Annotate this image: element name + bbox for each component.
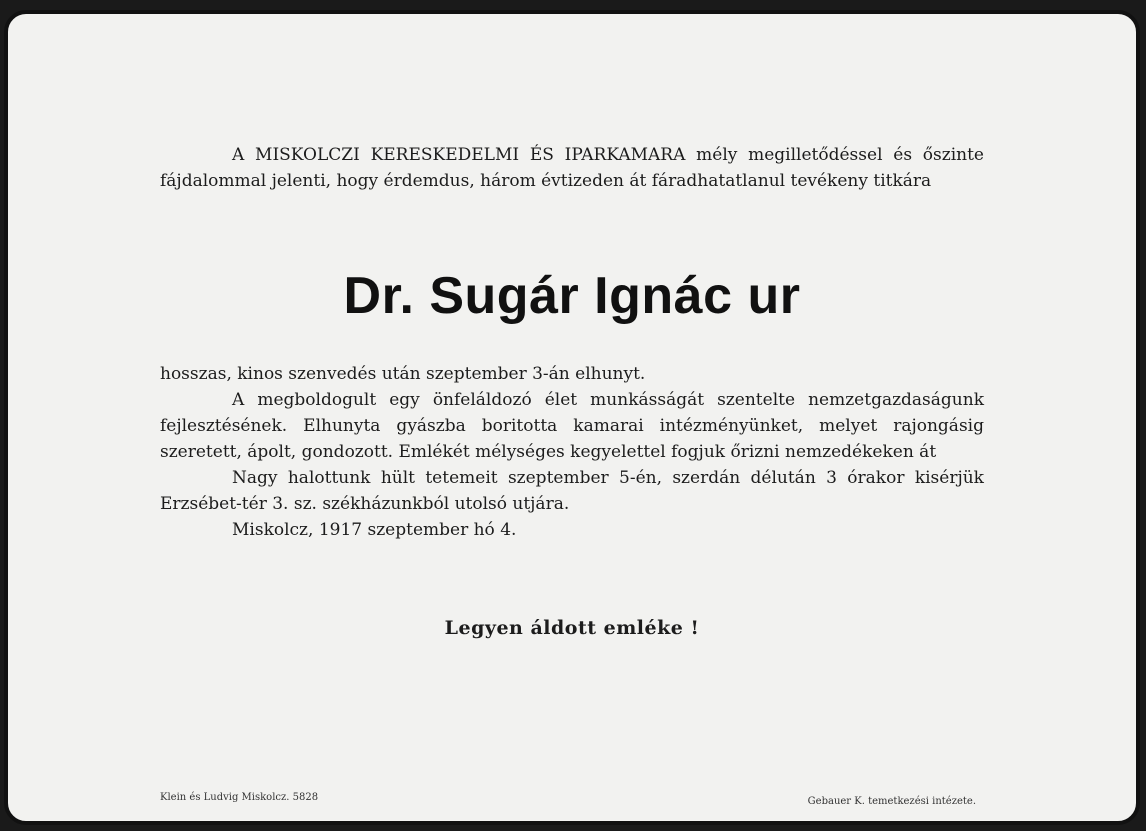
undertaker-credit: Gebauer K. temetkezési intézete. (807, 796, 976, 807)
funeral-paragraph: Nagy halottunk hült tetemeit szeptember 5-én, szerdán délután 3 órakor kisérjük Erzsébet-tér 3. sz. székházunkból utolsó utjára. (160, 468, 984, 514)
deceased-name: Dr. Sugár Ignác ur (343, 267, 801, 325)
intro-paragraph (160, 142, 984, 194)
death-statement: hosszas, kinos szenvedés után szeptember 3-án elhunyt. (160, 364, 646, 384)
intro-text: A MISKOLCZI KERESKEDELMI ÉS IPARKAMARA mély megilletődéssel és őszinte fájdalommal jelenti, hogy érdemdus, három évtizeden át fáradhatatlanul tevékeny titkára (160, 145, 984, 191)
tribute-paragraph: A megboldogult egy önfeláldozó élet munkásságát szentelte nemzetgazdaságunk fejlesztésének. Elhunyta gyászba boritotta kamarai intézményünket, melyet rajongásig szeretett, ápolt, gondozott. Emlékét mélységes kegyelettel fogjuk őrizni nemzedékeken át (160, 390, 984, 462)
place-date: Miskolcz, 1917 szeptember hó 4. (232, 520, 517, 540)
obituary-card (4, 10, 1140, 825)
blessing: Legyen áldott emléke ! (444, 617, 700, 639)
printer-credit: Klein és Ludvig Miskolcz. 5828 (160, 792, 319, 803)
body-text (160, 361, 984, 543)
